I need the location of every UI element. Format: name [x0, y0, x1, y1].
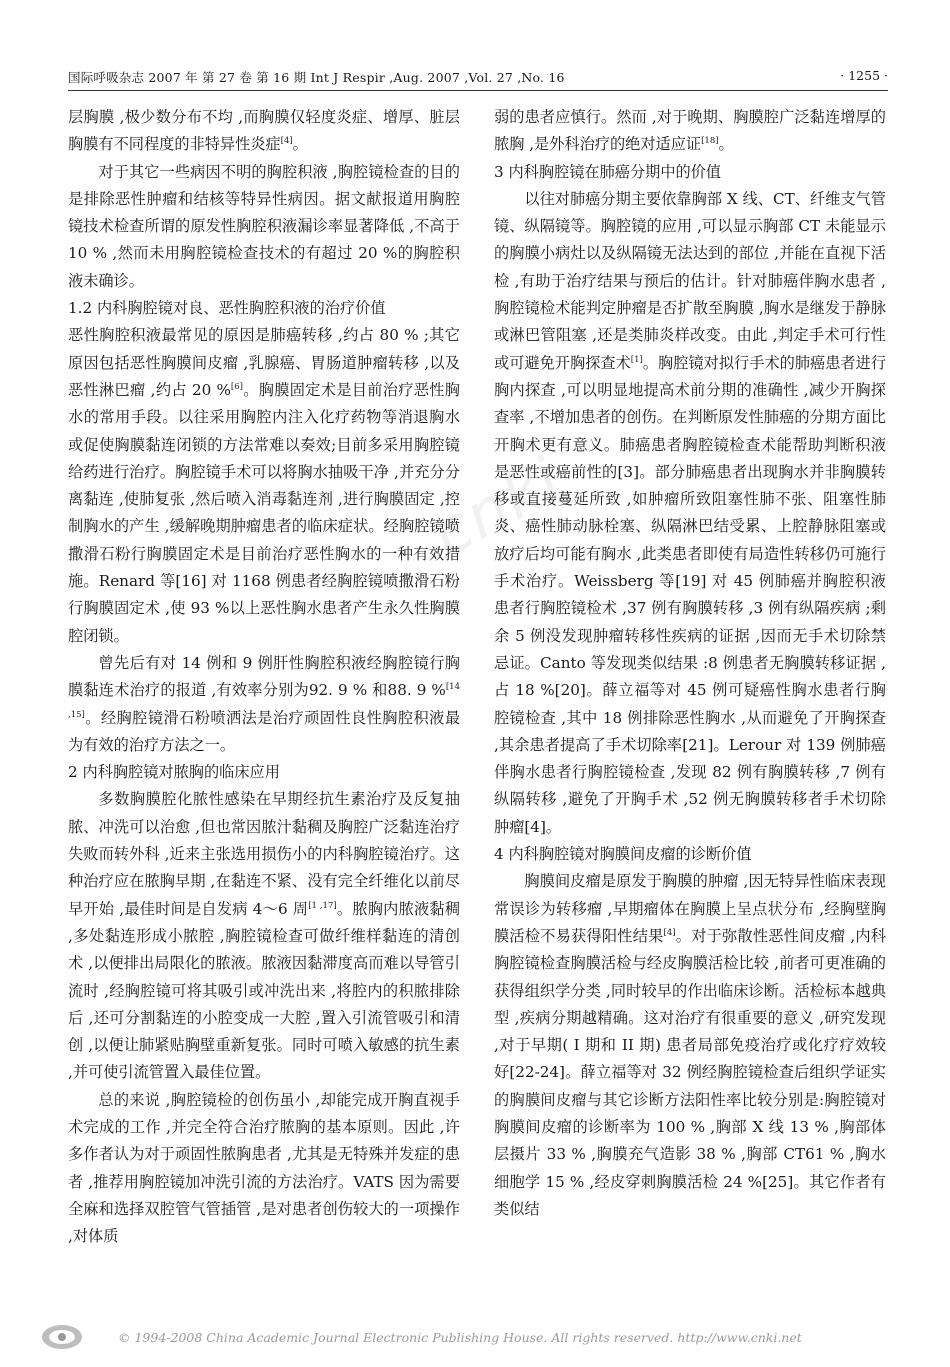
running-header [68, 66, 888, 88]
paragraph-tail: 。经胸腔镜滑石粉喷洒法是治疗顽固性良性胸腔积液最为有效的治疗方法之一。 [68, 708, 460, 754]
paragraph [68, 322, 460, 650]
paragraph-text: 层胸膜 ,极少数分布不均 ,而胸膜仅轻度炎症、增厚、脏层胸膜有不同程度的非特异性炎症 [68, 108, 460, 154]
citation-ref: [1] [630, 354, 643, 365]
citation-ref: [6] [230, 381, 243, 392]
paragraph-text: 对于其它一些病因不明的胸腔积液 ,胸腔镜检查的目的是排除恶性肿瘤和结核等特异性病因。据文献报道用胸腔镜技术检查所谓的原发性胸腔积液漏诊率显著降低 ,不高于 10 % ,然而未用胸腔镜检查技术的有超过 20 %的胸腔积液未确诊。 [68, 162, 460, 290]
citation-ref: [1 ,17] [308, 900, 337, 911]
section-heading [68, 295, 460, 322]
paragraph [68, 104, 460, 159]
paragraph-text: 总的来说 ,胸腔镜检的创伤虽小 ,却能完成开胸直视手术完成的工作 ,并完全符合治疗脓胸的基本原则。因此 ,许多作者认为对于顽固性脓胸患者 ,尤其是无特殊并发症的患者 ,推荐用胸腔镜加冲洗引流的方法治疗。VATS 因为需要全麻和选择双腔管气管插管 ,是对患者创伤较大的一项操作 ,对体质 [68, 1090, 460, 1246]
citation-ref: [18] [701, 136, 719, 147]
paragraph-tail: 。 [292, 135, 308, 154]
section-heading [494, 841, 886, 868]
paragraph-text: 恶性胸腔积液最常见的原因是肺癌转移 ,约占 80 % ;其它原因包括恶性胸膜间皮瘤 ,乳腺癌、胃肠道肿瘤转移 ,以及恶性淋巴瘤 ,约占 20 % [68, 326, 460, 399]
paragraph-tail: 。脓胸内脓液黏稠 ,多处黏连形成小脓腔 ,胸腔镜检查可做纤维样黏连的清创术 ,以便排出局限化的脓液。脓液因黏滞度高而难以导管引流时 ,经胸腔镜可将其吸引或冲洗出来 ,将腔内的积脓排除后 ,还可分割黏连的小腔变成一大腔 ,置入引流管吸引和清创 ,以便让肺紧贴胸壁重新复张。同时可喷入敏感的抗生素 ,并可使引流管置入最佳位置。 [68, 899, 461, 1082]
citation-ref: [4] [663, 927, 676, 938]
paragraph-text: 弱的患者应慎行。然而 ,对于晚期、胸膜腔广泛黏连增厚的脓胸 ,是外科治疗的绝对适应证 [494, 108, 886, 154]
paragraph-text: 多数胸膜腔化脓性感染在早期经抗生素治疗及反复抽脓、冲洗可以治愈 ,但也常因脓汁黏稠及胸腔广泛黏连治疗失败而转外科 ,近来主张选用损伤小的内科胸腔镜治疗。这种治疗应在脓胸早期 ,在黏连不紧、没有完全纤维化以前尽早开始 ,最佳时间是自发病 4～6 周 [68, 790, 460, 918]
page-number: · 1255 · [840, 68, 888, 83]
cnki-watermark: cnki [420, 442, 574, 571]
left-column [68, 104, 460, 1250]
paragraph-text: 胸膜间皮瘤是原发于胸膜的肿瘤 ,因无特异性临床表现常误诊为转移瘤 ,早期瘤体在胸膜上呈点状分布 ,经胸壁胸膜活检不易获得阳性结果 [494, 872, 886, 945]
paragraph [494, 104, 886, 159]
paragraph [68, 786, 460, 1086]
paragraph [494, 868, 886, 1223]
paragraph-tail: 。胸膜固定术是目前治疗恶性胸水的常用手段。以往采用胸腔内注入化疗药物等消退胸水或促使胸膜黏连闭锁的方法常难以奏效;目前多采用胸腔镜给药进行治疗。胸腔镜手术可以将胸水抽吸干净 ,并充分分离黏连 ,使肺复张 ,然后喷入消毒黏连剂 ,进行胸膜固定 ,控制胸水的产生 ,缓解晚期肿瘤患者的临床症状。经胸腔镜喷撒滑石粉行胸膜固定术是目前治疗恶性胸水的一种有效措施。Renard 等[16] 对 1168 例患者经胸腔镜喷撒滑石粉行胸膜固定术 ,使 93 %以上恶性胸水患者产生永久性胸膜腔闭锁。 [68, 380, 460, 645]
paragraph-text: 4 内科胸腔镜对胸膜间皮瘤的诊断价值 [494, 845, 752, 864]
copyright-notice: © 1994-2008 China Academic Journal Electronic Publishing House. All rights reserved. http://www.cnki.net [118, 1330, 802, 1345]
paragraph-text: 3 内科胸腔镜在肺癌分期中的价值 [494, 162, 722, 181]
citation-ref: [14 ,15] [68, 682, 460, 720]
paragraph-tail: 。对于弥散性恶性间皮瘤 ,内科胸腔镜检查胸膜活检与经皮胸膜活检比较 ,前者可更准确的获得组织学分类 ,同时较早的作出临床诊断。活检标本越典型 ,疾病分期越精确。这对治疗有很重要的意义 ,研究发现 ,对于早期( I 期和 II 期) 患者局部免疫治疗或化疗疗效较好[22-24]。薛立福等对 32 例经胸腔镜检查后组织学证实的胸膜间皮瘤与其它诊断方法阳性率比较分别是:胸腔镜对胸膜间皮瘤的诊断率为 100 % ,胸部 X 线 13 % ,胸部体层摄片 33 % ,胸膜充气造影 38 % ,胸部 CT61 % ,胸水细胞学 15 % ,经皮穿刺胸膜活检 24 %[25]。其它作者有类似结 [494, 926, 886, 1218]
paragraph-text: 曾先后有对 14 例和 9 例肝性胸腔积液经胸腔镜行胸膜黏连术治疗的报道 ,有效率分别为92. 9 % 和88. 9 % [68, 653, 460, 700]
paragraph [494, 186, 886, 841]
paragraph-tail: 。胸腔镜对拟行手术的肺癌患者进行胸内探查 ,可以明显地提高术前分期的准确性 ,减少开胸探查率 ,不增加患者的创伤。在判断原发性肺癌的分期方面比开胸术更有意义。肺癌患者胸腔镜检查术能帮助判断积液是恶性或癌前性的[3]。部分肺癌患者出现胸水并非胸膜转移或直接蔓延所致 ,如肿瘤所致阻塞性肺不张、阻塞性肺炎、癌性肺动脉栓塞、纵隔淋巴结受累、上腔静脉阻塞或放疗后均可能有胸水 ,此类患者即使有局造性转移仍可施行手术治疗。Weissberg 等[19] 对 45 例肺癌并胸腔积液患者行胸腔镜检术 ,37 例有胸膜转移 ,3 例有纵隔疾病 ;剩余 5 例没发现肿瘤转移性疾病的证据 ,因而无手术切除禁忌证。Canto 等发现类似结果 :8 例患者无胸膜转移证据 ,占 18 %[20]。薛立福等对 45 例可疑癌性胸水患者行胸腔镜检查 ,其中 18 例排除恶性胸水 ,从而避免了开胸探查 ,其余患者提高了手术切除率[21]。Lerour 对 139 例肺癌伴胸水患者行胸腔镜检查 ,发现 82 例有胸膜转移 ,7 例有纵隔转移 ,避免了开胸手术 ,52 例无胸膜转移者手术切除肿瘤[4]。 [494, 353, 887, 836]
paragraph-text: 2 内科胸腔镜对脓胸的临床应用 [68, 763, 280, 782]
paragraph-tail: 。 [718, 135, 734, 154]
footer [40, 1322, 910, 1354]
paragraph-text: 以往对肺癌分期主要依靠胸部 X 线、CT、纤维支气管镜、纵隔镜等。胸腔镜的应用 ,可以显示胸部 CT 未能显示的胸膜小病灶以及纵隔镜无法达到的部位 ,并能在直视下活检 ,有助于治疗结果与预后的估计。针对肺癌伴胸水患者 ,胸腔镜检术能判定肿瘤是否扩散至胸膜 ,胸水是继发于静脉或淋巴管阻塞 ,还是类肺炎样改变。由此 ,判定手术可行性或可避免开胸探查术 [494, 189, 886, 372]
section-heading [68, 759, 460, 786]
paragraph [68, 159, 460, 295]
paragraph [68, 650, 460, 759]
running-title: 国际呼吸杂志 2007 年 第 27 卷 第 16 期 Int J Respir ,Aug. 2007 ,Vol. 27 ,No. 16 [68, 70, 565, 85]
paragraph [68, 1087, 460, 1251]
cnki-logo-icon [40, 1322, 84, 1352]
header-rule [68, 90, 888, 91]
section-heading [494, 159, 886, 186]
citation-ref: [4] [280, 136, 293, 147]
paragraph-text: 1.2 内科胸腔镜对良、恶性胸腔积液的治疗价值 [68, 299, 386, 318]
right-column [494, 104, 886, 1223]
